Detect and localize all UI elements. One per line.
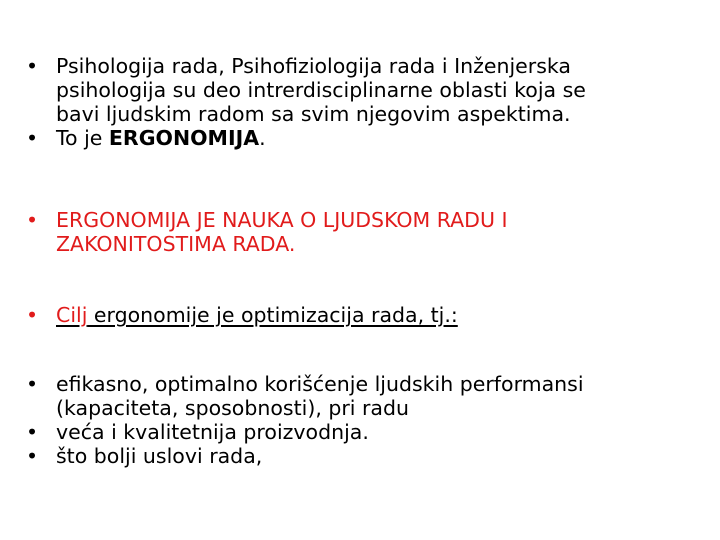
bullet-icon: • [26,372,39,396]
list-item-line: Psihologija rada, Psihofiziologija rada i Inženjerska [56,54,571,78]
list-item [26,126,696,150]
list-item-line: efikasno, optimalno korišćenje ljudskih performansi [56,372,584,396]
bullet-icon: • [26,303,39,327]
list-item-text: ergonomije je optimizacija rada, tj.: [87,303,458,327]
list-item-line: (kapaciteta, sposobnosti), pri radu [56,396,409,420]
list-item-line: psihologija su deo intrerdisciplinarne oblasti koja se [56,78,586,102]
bullet-group-ergonomija-definition [26,208,696,256]
ergonomija-term: ERGONOMIJA [108,126,260,150]
list-item [26,208,696,256]
list-item [26,303,696,327]
list-item-line: ERGONOMIJA JE NAUKA O LJUDSKOM RADU I [56,208,508,232]
bullet-icon: • [26,444,39,468]
list-item-text: To je [56,126,109,150]
list-item [26,372,696,420]
bullet-group-goal [26,303,696,327]
list-item-text: . [259,126,266,150]
list-item-text: što bolji uslovi rada, [56,444,263,468]
bullet-icon: • [26,126,39,150]
list-item [26,54,696,126]
bullet-group-definition [26,54,696,150]
bullet-group-goals-list [26,372,696,468]
list-item-text: veća i kvalitetnija proizvodnja. [56,420,369,444]
list-item [26,420,696,444]
list-item [26,444,696,468]
list-item-line: ZAKONITOSTIMA RADA. [56,232,296,256]
bullet-icon: • [26,420,39,444]
cilj-term: Cilj [56,303,88,327]
bullet-icon: • [26,54,39,78]
bullet-icon: • [26,208,39,232]
list-item-line: bavi ljudskim radom sa svim njegovim aspektima. [56,102,571,126]
